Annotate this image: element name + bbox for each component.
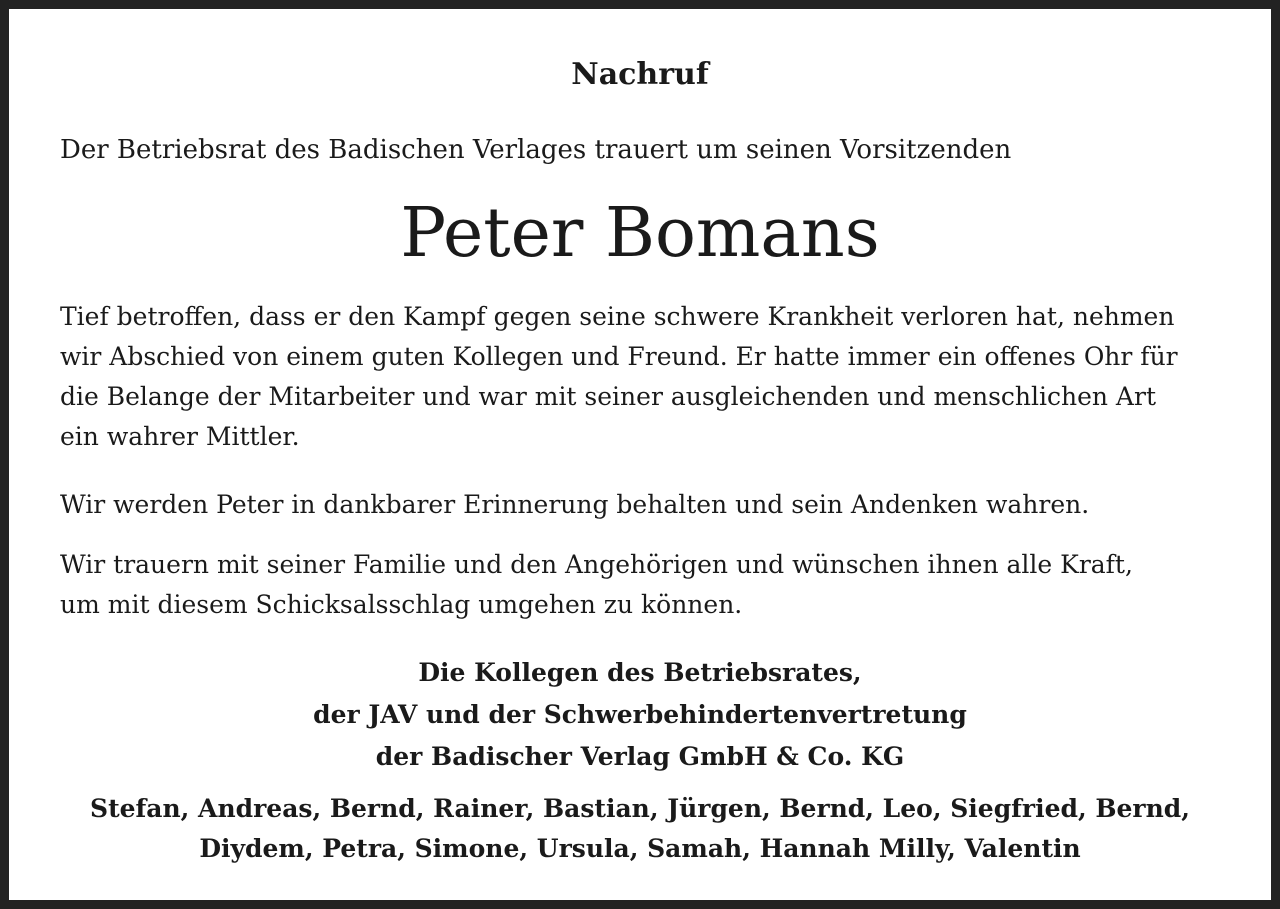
deceased-name: Peter Bomans: [400, 194, 880, 273]
paragraph-line: um mit diesem Schicksalsschlag umgehen zu können.: [60, 590, 743, 619]
paragraph-line: wir Abschied von einem guten Kollegen und Freund. Er hatte immer ein offenes Ohr für: [60, 342, 1178, 371]
signature-names: [9, 789, 1271, 869]
organization-line: der JAV und der Schwerbehindertenvertretung: [313, 700, 967, 729]
paragraph-line: Wir werden Peter in dankbarer Erinnerung behalten und sein Andenken wahren.: [60, 490, 1090, 519]
paragraph-line: die Belange der Mitarbeiter und war mit seiner ausgleichenden und menschlichen Art: [60, 382, 1156, 411]
organization-line: Die Kollegen des Betriebsrates,: [418, 658, 862, 687]
notice-heading: Nachruf: [571, 57, 709, 92]
paragraph-line: Wir trauern mit seiner Familie und den Angehörigen und wünschen ihnen alle Kraft,: [60, 550, 1133, 579]
tribute-paragraph: [60, 297, 1223, 457]
names-line: Stefan, Andreas, Bernd, Rainer, Bastian, Jürgen, Bernd, Leo, Siegfried, Bernd,: [90, 794, 1190, 823]
condolence-paragraph: [60, 545, 1223, 625]
intro-text: Der Betriebsrat des Badischen Verlages trauert um seinen Vorsitzenden: [60, 135, 1012, 165]
organization-line: der Badischer Verlag GmbH & Co. KG: [375, 742, 905, 771]
signature-organization: [9, 652, 1271, 778]
names-line: Diydem, Petra, Simone, Ursula, Samah, Hannah Milly, Valentin: [199, 834, 1081, 863]
paragraph-line: ein wahrer Mittler.: [60, 422, 300, 451]
paragraph-line: Tief betroffen, dass er den Kampf gegen seine schwere Krankheit verloren hat, nehmen: [60, 302, 1175, 331]
remembrance-paragraph: [60, 485, 1223, 525]
